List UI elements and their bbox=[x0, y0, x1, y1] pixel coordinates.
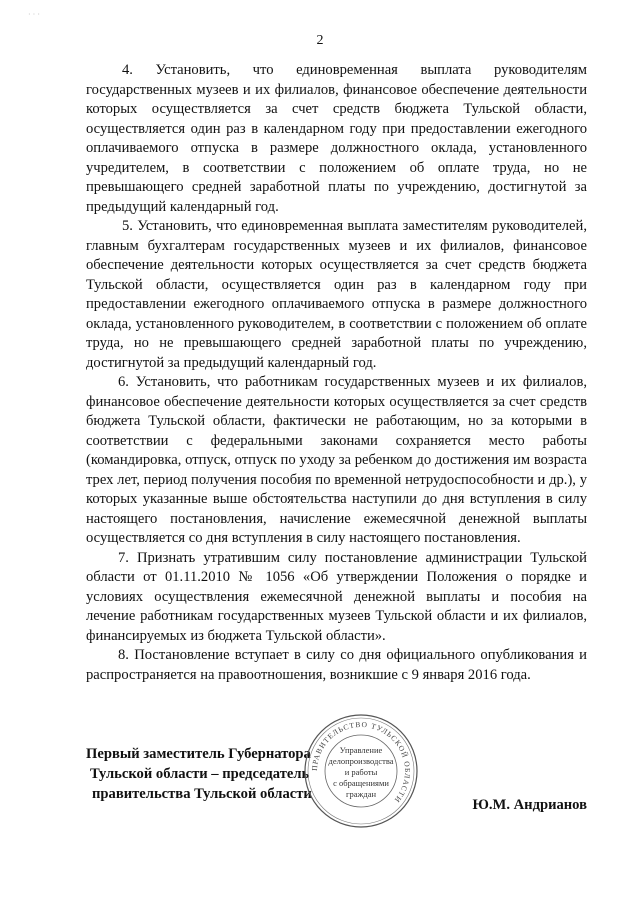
stamp-line-5: граждан bbox=[345, 789, 377, 799]
stamp-line-4: с обращениями bbox=[333, 778, 389, 788]
official-stamp bbox=[302, 712, 420, 830]
document-body bbox=[86, 61, 587, 685]
scan-artifact: · · · bbox=[28, 10, 40, 19]
paragraph-5: 5. Установить, что единовременная выплата заместителям руководителей, главным бухгалтерам государственных музеев и их филиалов, финансовое обеспечение деятельности которых осуществляется за счет средств бюджета Тульской области, осуществляется один раз в календарном году при предоставлении ежегодного оплачиваемого отпуска в размере должностного оклада, установленного руководителем, в соответствии с положением об оплате труда, но не превышающего средней заработной платы по учреждению, достигнутой за предыдущий календарный год. bbox=[86, 218, 587, 371]
page-number: 2 bbox=[316, 33, 324, 48]
stamp-line-2: делопроизводства bbox=[328, 756, 394, 766]
paragraph-4: 4. Установить, что единовременная выплата руководителям государственных музеев и их филиалов, финансовое обеспечение деятельности которых осуществляется за счет средств бюджета Тульской области, осуществляется один раз в календарном году при предоставлении ежегодного оплачиваемого отпуска в размере должностного оклада, установленного учредителем, в соответствии с положением об оплате труда, но не превышающего средней заработной платы по учреждению, достигнутой за предыдущий календарный год. bbox=[86, 62, 587, 215]
paragraph-7: 7. Признать утратившим силу постановление администрации Тульской области от 01.11.2010 № 1056 «Об утверждении Положения о порядке и условиях осуществления ежемесячной денежной выплаты и пособия на лечение работникам государственных музеев Тульской области и их филиалов, финансируемых из бюджета Тульской области». bbox=[86, 549, 587, 644]
signatory-name: Ю.М. Андрианов bbox=[472, 797, 587, 813]
signatory-title-line-1: Первый заместитель Губернатора bbox=[86, 746, 311, 762]
signatory-title-line-3: правительства Тульской области bbox=[92, 786, 312, 802]
stamp-ring-textpath: ПРАВИТЕЛЬСТВО ТУЛЬСКОЙ ОБЛАСТИ bbox=[309, 719, 413, 805]
stamp-line-3: и работы bbox=[344, 767, 378, 777]
stamp-graphic bbox=[302, 712, 420, 830]
paragraph-8: 8. Постановление вступает в силу со дня официального опубликования и распространяется на правоотношения, возникшие с 9 января 2016 года. bbox=[86, 647, 587, 683]
signatory-title-line-2: Тульской области – председатель bbox=[90, 766, 310, 782]
paragraph-6: 6. Установить, что работникам государственных музеев и их филиалов, финансовое обеспечение деятельности которых осуществляется за счет средств бюджета Тульской области, фактически не работающим, но за которыми в соответствии с федеральными законами сохраняется место работы (командировка, отпуск, отпуск по уходу за ребенком до достижения им возраста трех лет, период получения пособия по временной нетрудоспособности и др.), у которых указанные выше обстоятельства наступили до дня вступления в силу настоящего постановления, начисление ежемесячной денежной выплаты осуществляется со дня вступления в силу настоящего постановления. bbox=[86, 374, 587, 546]
stamp-line-1: Управление bbox=[339, 745, 383, 755]
